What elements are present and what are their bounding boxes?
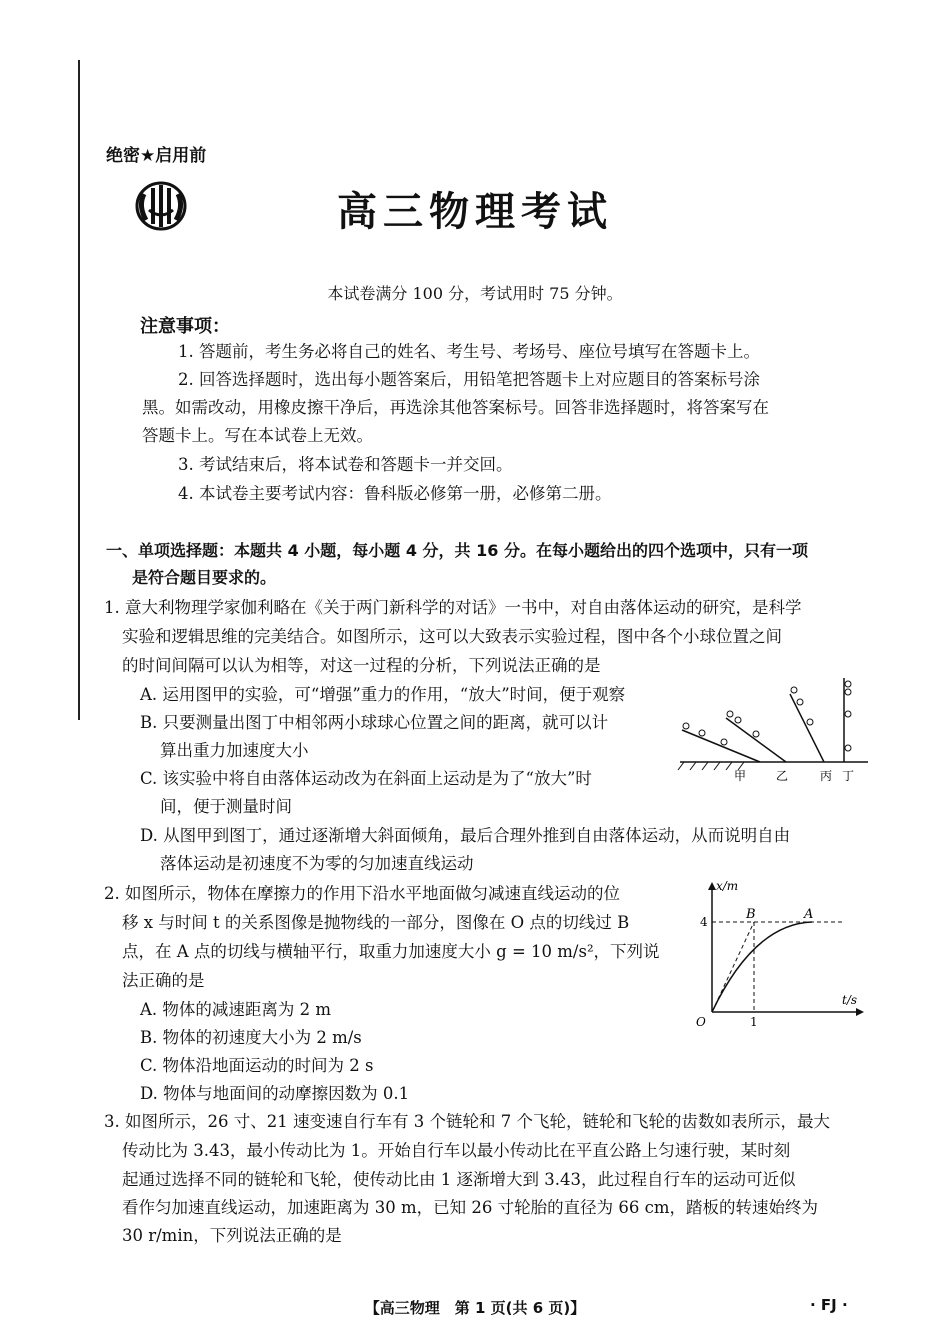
q1-option-b: B. 只要测量出图丁中相邻两小球球心位置之间的距离，就可以计 [140, 713, 609, 732]
graph-x-label: t/s [842, 993, 858, 1007]
q1-option-b-cont: 算出重力加速度大小 [160, 741, 309, 760]
page-footer: 【高三物理 第 1 页(共 6 页)】 [364, 1299, 586, 1317]
note-line: 2. 回答选择题时，选出每小题答案后，用铅笔把答题卡上对应题目的答案标号涂 [178, 370, 760, 389]
q1-option-d: D. 从图甲到图丁，通过逐渐增大斜面倾角，最后合理外推到自由落体运动，从而说明自由 [140, 826, 791, 845]
q1-figure [672, 678, 872, 788]
q2-option-b: B. 物体的初速度大小为 2 m/s [140, 1028, 362, 1047]
footer-code: · FJ · [810, 1296, 848, 1314]
graph-y-label: x/m [716, 879, 739, 893]
q2-option-d: D. 物体与地面间的动摩擦因数为 0.1 [140, 1084, 410, 1103]
secret-label: 绝密★启用前 [106, 146, 207, 166]
q1-option-c: C. 该实验中将自由落体运动改为在斜面上运动是为了“放大”时 [140, 769, 592, 788]
q2-option-c: C. 物体沿地面运动的时间为 2 s [140, 1056, 374, 1075]
fig-label: 乙 [776, 769, 789, 783]
note-line: 3. 考试结束后，将本试卷和答题卡一并交回。 [178, 455, 513, 474]
exam-subtitle: 本试卷满分 100 分，考试用时 75 分钟。 [327, 284, 623, 303]
q2-stem: 移 x 与时间 t 的关系图像是抛物线的一部分，图像在 O 点的切线过 B [122, 913, 630, 932]
q2-stem: 点，在 A 点的切线与横轴平行，取重力加速度大小 g = 10 m/s²，下列说 [122, 942, 660, 961]
fig-label: 丁 [842, 769, 855, 783]
exam-title: 高三物理考试 [337, 189, 613, 235]
q1-option-a: A. 运用图甲的实验，可“增强”重力的作用，“放大”时间，便于观察 [140, 685, 626, 704]
graph-origin: O [696, 1015, 706, 1029]
q3-stem: 看作匀加速直线运动，加速距离为 30 m，已知 26 寸轮胎的直径为 66 cm，踏板的转速始终为 [122, 1198, 818, 1217]
notes-heading: 注意事项： [140, 316, 230, 337]
graph-y-tick: 4 [700, 915, 708, 929]
q2-option-a: A. 物体的减速距离为 2 m [140, 1000, 332, 1019]
note-line: 黑。如需改动，用橡皮擦干净后，再选涂其他答案标号。回答非选择题时，将答案写在 [142, 398, 769, 417]
q1-stem: 1. 意大利物理学家伽利略在《关于两门新科学的对话》一书中，对自由落体运动的研究，是科学 [104, 598, 802, 617]
q2-stem: 2. 如图所示，物体在摩擦力的作用下沿水平地面做匀减速直线运动的位 [104, 884, 620, 903]
q1-stem: 的时间间隔可以认为相等，对这一过程的分析，下列说法正确的是 [122, 656, 601, 675]
q2-stem: 法正确的是 [122, 971, 205, 990]
fig-label: 丙 [820, 769, 833, 783]
graph-x-tick: 1 [750, 1015, 758, 1029]
margin-line [78, 60, 80, 720]
graph-point-b: B [746, 907, 756, 922]
q1-option-c-cont: 间，便于测量时间 [160, 797, 292, 816]
note-line: 答题卡上。写在本试卷上无效。 [142, 426, 373, 445]
graph-point-a: A [804, 907, 814, 922]
section-heading: 一、单项选择题：本题共 4 小题，每小题 4 分，共 16 分。在每小题给出的四个选项中，只有一项 [106, 541, 808, 560]
q3-stem: 3. 如图所示，26 寸、21 速变速自行车有 3 个链轮和 7 个飞轮，链轮和飞轮的齿数如表所示，最大 [104, 1112, 830, 1131]
q3-stem: 传动比为 3.43，最小传动比为 1。开始自行车以最小传动比在平直公路上匀速行驶，某时刻 [122, 1141, 791, 1160]
note-line: 1. 答题前，考生务必将自己的姓名、考生号、考场号、座位号填写在答题卡上。 [178, 342, 760, 361]
q2-graph [692, 876, 872, 1038]
q3-stem: 30 r/min，下列说法正确的是 [122, 1226, 342, 1245]
fig-label: 甲 [734, 769, 747, 783]
q1-option-d-cont: 落体运动是初速度不为零的匀加速直线运动 [160, 854, 474, 873]
section-heading-cont: 是符合题目要求的。 [132, 568, 277, 587]
q1-stem: 实验和逻辑思维的完美结合。如图所示，这可以大致表示实验过程，图中各个小球位置之间 [122, 627, 782, 646]
note-line: 4. 本试卷主要考试内容：鲁科版必修第一册，必修第二册。 [178, 484, 612, 503]
q3-stem: 起通过选择不同的链轮和飞轮，使传动比由 1 逐渐增大到 3.43，此过程自行车的运动可近似 [122, 1170, 796, 1189]
